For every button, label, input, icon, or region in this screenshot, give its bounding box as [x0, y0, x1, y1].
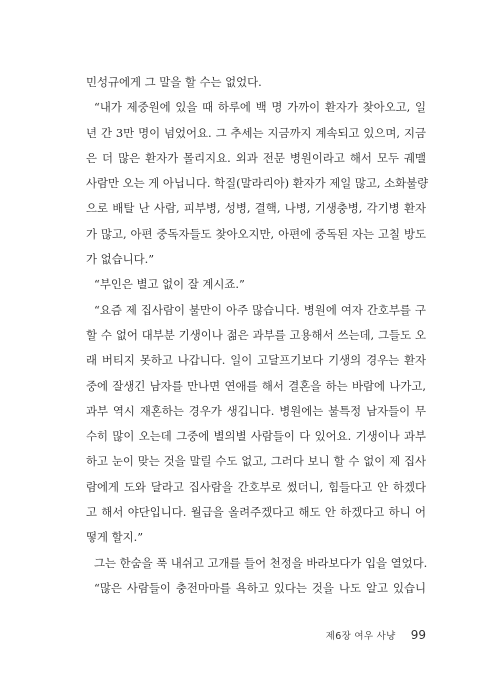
chapter-title: 제6장 여우 사냥	[325, 631, 396, 642]
text-line: 사람만 오는 게 아닙니다. 학질(말라리아) 환자가 제일 많고, 소화불량	[86, 176, 429, 191]
text-line: 민성규에게 그 말을 할 수는 없었다.	[86, 75, 262, 89]
text-line: 으로 배탈 난 사람, 피부병, 성병, 결핵, 나병, 기생충병, 각기병 환자	[86, 201, 426, 216]
text-line: 람에게 도와 달라고 집사람을 간호부로 썼더니, 힘들다고 안 하겠다	[86, 479, 426, 494]
body-text	[86, 70, 429, 601]
text-line: 수히 많이 오는데 그중에 별의별 사람들이 다 있어요. 기생이나 과부	[86, 429, 426, 444]
text-line: 은 더 많은 환자가 몰리지요. 외과 전문 병원이라고 해서 모두 궤맬	[86, 150, 426, 165]
text-line: 년 간 3만 명이 넘었어요. 그 추세는 지금까지 계속되고 있으며, 지금	[86, 125, 426, 140]
text-line: “부인은 별고 없이 잘 계시죠.”	[94, 277, 245, 292]
text-line: “요즘 제 집사람이 불만이 아주 많습니다. 병원에 여자 간호부를 구	[94, 302, 426, 317]
text-line: “내가 제중원에 있을 때 하루에 백 명 가까이 환자가 찾아오고, 일	[94, 100, 426, 115]
page-footer	[0, 624, 426, 643]
text-line: 떻게 할지.”	[86, 530, 144, 545]
text-line: 가 없습니다.”	[86, 252, 155, 267]
text-line: 래 버티지 못하고 나갑니다. 일이 고달프기보다 기생의 경우는 환자	[86, 353, 426, 368]
text-line: 중에 잘생긴 남자를 만나면 연애를 해서 결혼을 하는 바람에 나가고,	[86, 378, 426, 393]
text-line: 가 많고, 아편 중독자들도 찾아오지만, 아편에 중독된 자는 고칠 방도	[86, 226, 426, 241]
text-line: 하고 눈이 맞는 것을 말릴 수도 없고, 그러다 보니 할 수 없이 제 집사	[86, 454, 426, 469]
text-line: “많은 사람들이 충전마마를 욕하고 있다는 것을 나도 알고 있습니	[94, 580, 426, 595]
text-line: 할 수 없어 대부분 기생이나 젊은 과부를 고용해서 쓰는데, 그들도 오	[86, 327, 426, 342]
text-line: 고 해서 야단입니다. 월급을 올려주겠다고 해도 안 하겠다고 하니 어	[86, 505, 426, 520]
page-number: 99	[410, 628, 426, 642]
text-line: 그는 한숨을 푹 내쉬고 고개를 들어 천정을 바라보다가 입을 열었다.	[94, 555, 428, 570]
text-line: 과부 역시 재혼하는 경우가 생깁니다. 병원에는 불특정 남자들이 무	[86, 403, 426, 418]
